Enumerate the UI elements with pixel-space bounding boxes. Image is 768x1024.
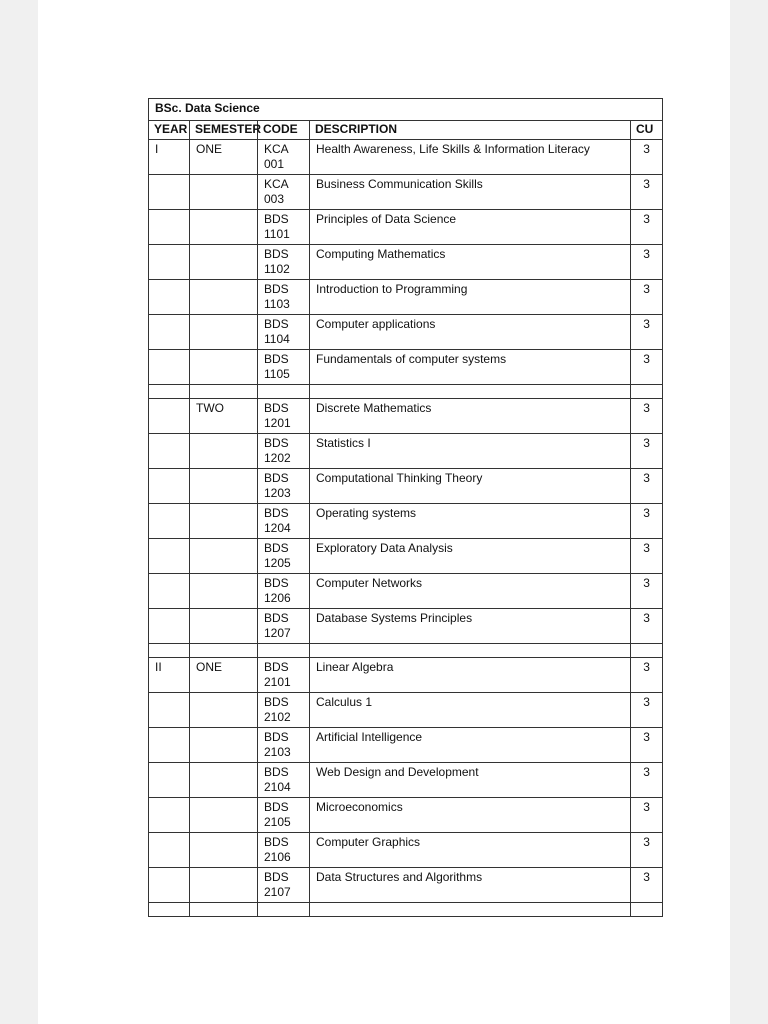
- code-prefix: BDS: [264, 541, 289, 555]
- spacer-cell: [631, 385, 663, 399]
- description-cell: Operating systems: [310, 504, 631, 539]
- document-page: [38, 0, 730, 1024]
- description-cell: Exploratory Data Analysis: [310, 539, 631, 574]
- code-prefix: BDS: [264, 436, 289, 450]
- table-row: [149, 539, 663, 574]
- year-cell: [149, 798, 190, 833]
- spacer-cell: [258, 644, 310, 658]
- spacer-cell: [149, 903, 190, 917]
- code-number: 1201: [264, 416, 291, 430]
- code-cell: [258, 539, 310, 574]
- table-row: [149, 728, 663, 763]
- table-row: [149, 350, 663, 385]
- code-prefix: KCA: [264, 177, 289, 191]
- cu-cell: 3: [631, 574, 663, 609]
- cu-cell: 3: [631, 350, 663, 385]
- code-number: 1103: [264, 297, 290, 311]
- cu-cell: 3: [631, 175, 663, 210]
- code-number: 2102: [264, 710, 291, 724]
- year-cell: [149, 763, 190, 798]
- semester-cell: [190, 868, 258, 903]
- code-prefix: BDS: [264, 317, 289, 331]
- cu-cell: 3: [631, 504, 663, 539]
- code-prefix: BDS: [264, 212, 289, 226]
- code-number: 1205: [264, 556, 291, 570]
- semester-cell: ONE: [190, 140, 258, 175]
- spacer-cell: [310, 903, 631, 917]
- table-row: [149, 175, 663, 210]
- table-row: [149, 693, 663, 728]
- year-cell: [149, 728, 190, 763]
- description-cell: Computing Mathematics: [310, 245, 631, 280]
- semester-cell: [190, 175, 258, 210]
- table-row: [149, 399, 663, 434]
- semester-cell: [190, 609, 258, 644]
- spacer-cell: [310, 644, 631, 658]
- semester-cell: [190, 280, 258, 315]
- semester-cell: [190, 315, 258, 350]
- code-cell: [258, 434, 310, 469]
- description-cell: Linear Algebra: [310, 658, 631, 693]
- code-number: 2104: [264, 780, 291, 794]
- code-number: 1207: [264, 626, 291, 640]
- description-cell: Data Structures and Algorithms: [310, 868, 631, 903]
- code-number: 1104: [264, 332, 290, 346]
- course-rows: [149, 140, 663, 917]
- cu-cell: 3: [631, 399, 663, 434]
- description-cell: Computer applications: [310, 315, 631, 350]
- code-number: 003: [264, 192, 285, 206]
- code-number: 2106: [264, 850, 291, 864]
- table-row: [149, 574, 663, 609]
- code-prefix: BDS: [264, 730, 289, 744]
- code-cell: [258, 728, 310, 763]
- description-cell: Computer Networks: [310, 574, 631, 609]
- spacer-cell: [258, 903, 310, 917]
- cu-cell: 3: [631, 245, 663, 280]
- year-cell: [149, 210, 190, 245]
- code-prefix: BDS: [264, 765, 289, 779]
- code-prefix: KCA: [264, 142, 289, 156]
- semester-cell: [190, 539, 258, 574]
- year-cell: [149, 539, 190, 574]
- code-prefix: BDS: [264, 352, 289, 366]
- semester-cell: [190, 350, 258, 385]
- code-prefix: BDS: [264, 506, 289, 520]
- header-semester: SEMESTER: [190, 121, 258, 140]
- code-cell: [258, 175, 310, 210]
- semester-cell: [190, 504, 258, 539]
- description-cell: Artificial Intelligence: [310, 728, 631, 763]
- header-row: [149, 121, 663, 140]
- code-prefix: BDS: [264, 401, 289, 415]
- code-number: 1203: [264, 486, 291, 500]
- description-cell: Business Communication Skills: [310, 175, 631, 210]
- description-cell: Fundamentals of computer systems: [310, 350, 631, 385]
- table-row: [149, 469, 663, 504]
- cu-cell: 3: [631, 798, 663, 833]
- description-cell: Calculus 1: [310, 693, 631, 728]
- cu-cell: 3: [631, 763, 663, 798]
- year-cell: [149, 609, 190, 644]
- year-cell: [149, 504, 190, 539]
- code-number: 1102: [264, 262, 290, 276]
- code-number: 1105: [264, 367, 290, 381]
- code-cell: [258, 350, 310, 385]
- cu-cell: 3: [631, 693, 663, 728]
- spacer-cell: [310, 385, 631, 399]
- semester-cell: ONE: [190, 658, 258, 693]
- spacer-cell: [258, 385, 310, 399]
- table-row: [149, 504, 663, 539]
- code-number: 1101: [264, 227, 290, 241]
- code-cell: [258, 315, 310, 350]
- code-prefix: BDS: [264, 660, 289, 674]
- cu-cell: 3: [631, 658, 663, 693]
- year-cell: [149, 434, 190, 469]
- semester-cell: [190, 210, 258, 245]
- cu-cell: 3: [631, 280, 663, 315]
- cu-cell: 3: [631, 210, 663, 245]
- description-cell: Microeconomics: [310, 798, 631, 833]
- year-cell: I: [149, 140, 190, 175]
- code-cell: [258, 469, 310, 504]
- code-number: 1204: [264, 521, 291, 535]
- code-number: 1206: [264, 591, 291, 605]
- year-cell: [149, 280, 190, 315]
- code-cell: [258, 504, 310, 539]
- header-description: DESCRIPTION: [310, 121, 631, 140]
- table-row: [149, 210, 663, 245]
- description-cell: Principles of Data Science: [310, 210, 631, 245]
- spacer-row: [149, 903, 663, 917]
- description-cell: Computer Graphics: [310, 833, 631, 868]
- code-prefix: BDS: [264, 282, 289, 296]
- code-cell: [258, 210, 310, 245]
- table-row: [149, 434, 663, 469]
- code-prefix: BDS: [264, 576, 289, 590]
- code-cell: [258, 693, 310, 728]
- table-row: [149, 658, 663, 693]
- table-title: BSc. Data Science: [149, 99, 663, 121]
- header-code: CODE: [258, 121, 310, 140]
- year-cell: [149, 469, 190, 504]
- table-row: [149, 280, 663, 315]
- code-cell: [258, 399, 310, 434]
- semester-cell: [190, 574, 258, 609]
- code-prefix: BDS: [264, 800, 289, 814]
- header-cu: CU: [631, 121, 663, 140]
- cu-cell: 3: [631, 868, 663, 903]
- semester-cell: [190, 245, 258, 280]
- code-prefix: BDS: [264, 471, 289, 485]
- code-cell: [258, 245, 310, 280]
- curriculum-table: [148, 98, 663, 917]
- cu-cell: 3: [631, 140, 663, 175]
- year-cell: II: [149, 658, 190, 693]
- spacer-cell: [149, 385, 190, 399]
- cu-cell: 3: [631, 728, 663, 763]
- code-prefix: BDS: [264, 247, 289, 261]
- table-row: [149, 609, 663, 644]
- description-cell: Introduction to Programming: [310, 280, 631, 315]
- code-cell: [258, 868, 310, 903]
- year-cell: [149, 868, 190, 903]
- table-row: [149, 315, 663, 350]
- code-number: 001: [264, 157, 285, 171]
- year-cell: [149, 175, 190, 210]
- year-cell: [149, 399, 190, 434]
- semester-cell: [190, 728, 258, 763]
- table-row: [149, 140, 663, 175]
- code-prefix: BDS: [264, 870, 289, 884]
- year-cell: [149, 693, 190, 728]
- cu-cell: 3: [631, 609, 663, 644]
- year-cell: [149, 315, 190, 350]
- code-cell: [258, 833, 310, 868]
- spacer-cell: [190, 644, 258, 658]
- semester-cell: TWO: [190, 399, 258, 434]
- description-cell: Discrete Mathematics: [310, 399, 631, 434]
- code-cell: [258, 658, 310, 693]
- spacer-row: [149, 644, 663, 658]
- code-cell: [258, 574, 310, 609]
- semester-cell: [190, 833, 258, 868]
- code-number: 2107: [264, 885, 291, 899]
- semester-cell: [190, 469, 258, 504]
- code-number: 2105: [264, 815, 291, 829]
- description-cell: Health Awareness, Life Skills & Information Literacy: [310, 140, 631, 175]
- semester-cell: [190, 693, 258, 728]
- code-number: 2103: [264, 745, 291, 759]
- cu-cell: 3: [631, 833, 663, 868]
- year-cell: [149, 574, 190, 609]
- code-cell: [258, 609, 310, 644]
- table-row: [149, 868, 663, 903]
- cu-cell: 3: [631, 434, 663, 469]
- spacer-cell: [631, 644, 663, 658]
- code-cell: [258, 763, 310, 798]
- code-number: 2101: [264, 675, 291, 689]
- code-prefix: BDS: [264, 835, 289, 849]
- year-cell: [149, 350, 190, 385]
- table-row: [149, 763, 663, 798]
- description-cell: Statistics I: [310, 434, 631, 469]
- code-cell: [258, 798, 310, 833]
- code-number: 1202: [264, 451, 291, 465]
- table-row: [149, 798, 663, 833]
- description-cell: Database Systems Principles: [310, 609, 631, 644]
- description-cell: Web Design and Development: [310, 763, 631, 798]
- table-row: [149, 245, 663, 280]
- spacer-cell: [631, 903, 663, 917]
- semester-cell: [190, 763, 258, 798]
- description-cell: Computational Thinking Theory: [310, 469, 631, 504]
- semester-cell: [190, 798, 258, 833]
- year-cell: [149, 833, 190, 868]
- cu-cell: 3: [631, 315, 663, 350]
- code-cell: [258, 140, 310, 175]
- spacer-row: [149, 385, 663, 399]
- spacer-cell: [190, 385, 258, 399]
- code-prefix: BDS: [264, 695, 289, 709]
- spacer-cell: [149, 644, 190, 658]
- header-year: YEAR: [149, 121, 190, 140]
- code-cell: [258, 280, 310, 315]
- table-row: [149, 833, 663, 868]
- spacer-cell: [190, 903, 258, 917]
- code-prefix: BDS: [264, 611, 289, 625]
- semester-cell: [190, 434, 258, 469]
- year-cell: [149, 245, 190, 280]
- cu-cell: 3: [631, 539, 663, 574]
- cu-cell: 3: [631, 469, 663, 504]
